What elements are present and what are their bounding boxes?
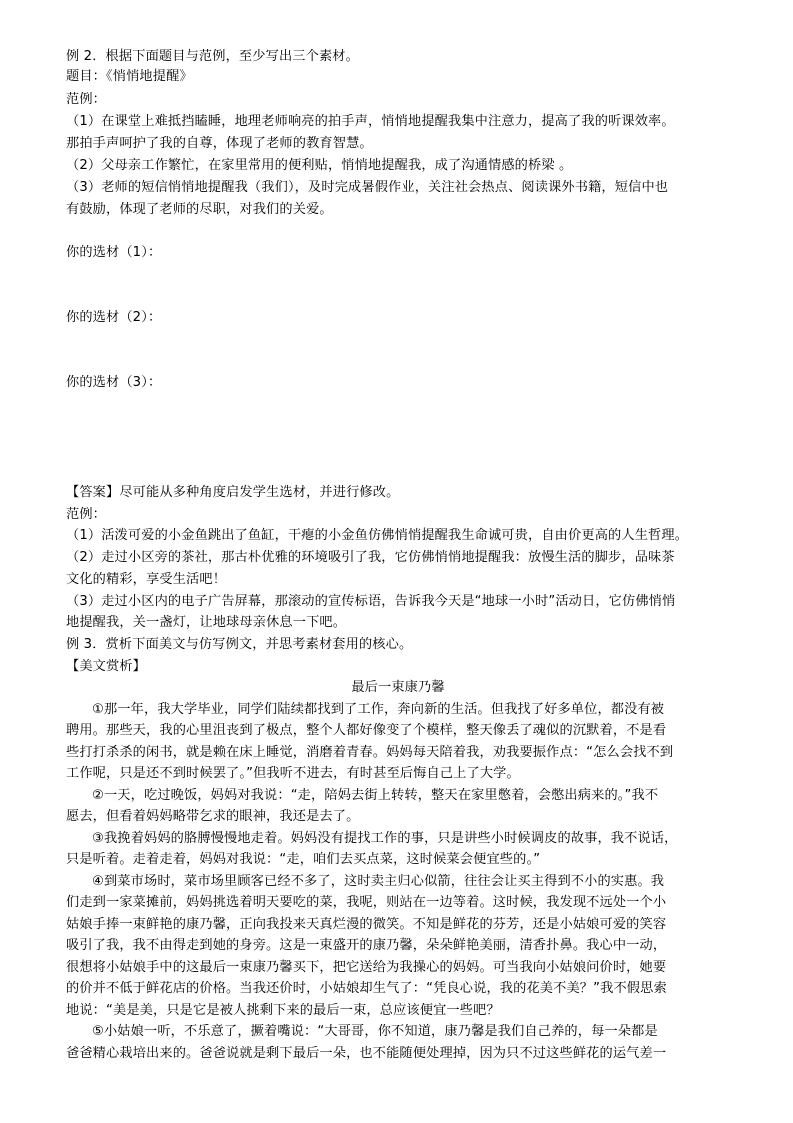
example-2-topic: 题目：《悄悄地提醒》 (66, 69, 193, 84)
answer-sample-line: 地提醒我，关一盏灯，让地球母亲休息一下吧。 (66, 615, 347, 630)
answer-text: 【答案】尽可能从多种角度启发学生选材，并进行修改。 (66, 485, 400, 500)
article-paragraph-line: 很想将小姑娘手中的这最后一束康乃馨买下，把它送给为我操心的妈妈。可当我向小姑娘问价时，她要 (66, 960, 667, 975)
example-2-heading: 例 2．根据下面题目与范例，至少写出三个素材。 (66, 49, 359, 64)
article-paragraph-line: ②一天，吃过晚饭，妈妈对我说：“走，陪妈去街上转转，整天在家里憋着，会憋出病来的。”我不 (92, 788, 659, 803)
your-choice-2-label: 你的选材（2）： (66, 310, 162, 325)
answer-sample-line: 文化的精彩，享受生活吧！ (66, 572, 227, 587)
answer-sample-label: 范例： (66, 507, 107, 522)
article-paragraph-line: ①那一年，我大学毕业，同学们陆续都找到了工作，奔向新的生活。但我找了好多单位，都没有被 (92, 702, 665, 717)
article-paragraph-line: 愿去，但看着妈妈略带乞求的眼神，我还是去了。 (66, 809, 360, 824)
article-paragraph-line: 聘用。那些天，我的心里沮丧到了极点，整个人都好像变了个模样，整天像丢了魂似的沉默着，不是看 (66, 723, 667, 738)
example-2-sample-line: （3）老师的短信悄悄地提醒我（我们），及时完成暑假作业，关注社会热点、阅读课外书籍，短信中也 (66, 180, 669, 195)
article-paragraph-line: 们走到一家菜摊前，妈妈挑选着明天要吃的菜，我呢，则站在一边等着。这时候，我发现不远处一个小 (66, 895, 667, 910)
article-title: 最后一束康乃馨 (351, 680, 445, 695)
article-paragraph-line: 地说：“美是美，只是它是被人挑剩下来的最后一束，总应该便宜一些吧？ (66, 1003, 500, 1018)
example-2-sample-line: 有鼓励，体现了老师的尽职，对我们的关爱。 (66, 202, 333, 217)
example-2-sample-line: （1）在课堂上难抵挡瞌睡，地理老师响亮的拍手声，悄悄地提醒我集中注意力，提高了我的听课效率。 (66, 114, 675, 129)
article-paragraph-line: 工作呢，只是还不到时候罢了。”但我听不进去，有时甚至后悔自己上了大学。 (66, 766, 520, 781)
article-paragraph-line: 的价并不低于鲜花店的价格。当我还价时，小姑娘却生气了：“凭良心说，我的花美不美？”我不假思索 (66, 981, 667, 996)
example-2-sample-label: 范例： (66, 92, 107, 107)
article-paragraph-line: ⑤小姑娘一听，不乐意了，撅着嘴说：“大哥哥，你不知道，康乃馨是我们自己养的，每一朵都是 (92, 1024, 658, 1039)
answer-sample-line: （1）活泼可爱的小金鱼跳出了鱼缸，干瘪的小金鱼仿佛悄悄提醒我生命诚可贵，自由价更高的人生哲理。 (66, 528, 689, 543)
example-2-sample-line: 那拍手声呵护了我的自尊，体现了老师的教育智慧。 (66, 136, 373, 151)
article-paragraph-line: 吸引了我，我不由得走到她的身旁。这是一束盛开的康乃馨，朵朵鲜艳美丽，清香扑鼻。我心中一动， (66, 938, 667, 953)
article-paragraph-line: 些打打杀杀的闲书，就是赖在床上睡觉，消磨着青春。妈妈每天陪着我，劝我要振作点：“怎么会找不到 (66, 745, 674, 760)
article-paragraph-line: 只是听着。走着走着，妈妈对我说：“走，咱们去买点菜，这时候菜会便宜些的。” (66, 852, 541, 867)
example-2-sample-line: （2）父母亲工作繁忙，在家里常用的便利贴，悄悄地提醒我，成了沟通情感的桥梁 。 (66, 158, 573, 173)
your-choice-3-label: 你的选材（3）： (66, 375, 162, 390)
article-paragraph-line: 姑娘手捧一束鲜艳的康乃馨，正向我投来天真烂漫的微笑。不知是鲜花的芬芳，还是小姑娘可爱的笑容 (66, 917, 667, 932)
answer-sample-line: （3）走过小区内的电子广告屏幕，那滚动的宣传标语，告诉我今天是“地球一小时”活动日，它仿佛悄悄 (66, 594, 676, 609)
article-paragraph-line: 爸爸精心栽培出来的。爸爸说就是剩下最后一朵，也不能随便处理掉，因为只不过这些鲜花的运气差一 (66, 1046, 667, 1061)
your-choice-1-label: 你的选材（1）： (66, 245, 162, 260)
example-3-heading: 例 3．赏析下面美文与仿写例文，并思考素材套用的核心。 (66, 637, 413, 652)
answer-sample-line: （2）走过小区旁的茶社，那古朴优雅的环境吸引了我，它仿佛悄悄地提醒我：放慢生活的脚步，品味茶 (66, 550, 675, 565)
article-paragraph-line: ④到菜市场时，菜市场里顾客已经不多了，这时卖主归心似箭，往往会让买主得到不小的实惠。我 (92, 874, 665, 889)
article-section-label: 【美文赏析】 (66, 659, 147, 674)
article-paragraph-line: ③我挽着妈妈的胳膊慢慢地走着。妈妈没有提找工作的事，只是讲些小时候调皮的故事，我不说话， (92, 831, 678, 846)
